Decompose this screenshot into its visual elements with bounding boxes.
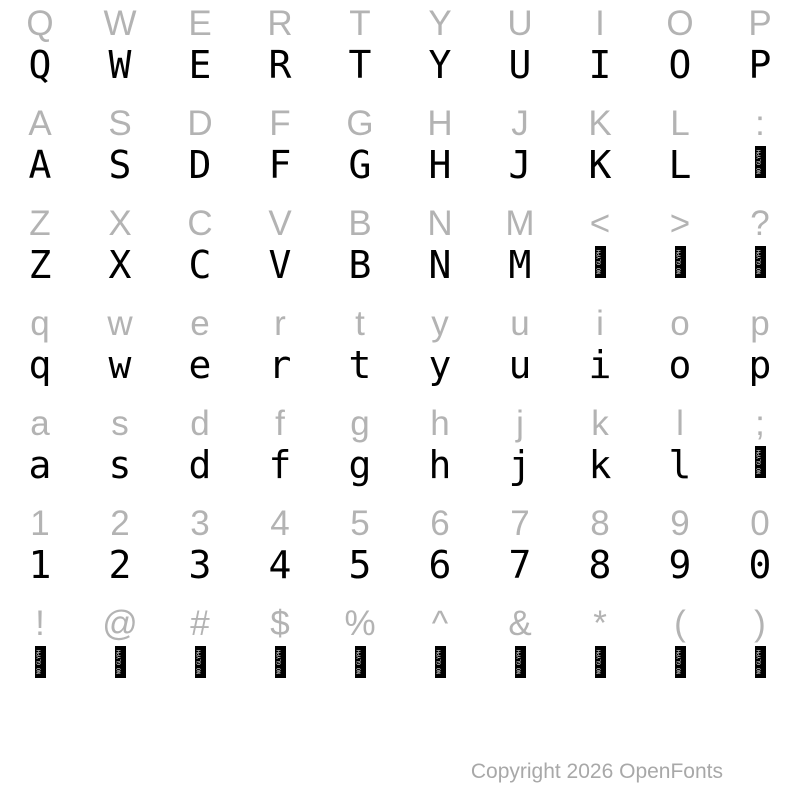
- char-label: J: [511, 104, 529, 143]
- missing-glyph-cell: [560, 646, 640, 700]
- label-line: [0, 200, 800, 246]
- char-label: O: [666, 4, 694, 43]
- char-label: t: [355, 304, 365, 343]
- missing-glyph-cell: [720, 446, 800, 500]
- glyph-sample: F: [268, 143, 292, 187]
- notdef-box: [355, 646, 366, 678]
- glyph-line: [0, 43, 800, 100]
- label-line: [0, 600, 800, 646]
- char-label: u: [510, 304, 530, 343]
- char-label: E: [188, 4, 212, 43]
- character-row: [0, 500, 800, 600]
- character-row: [0, 100, 800, 200]
- glyph-sample: T: [348, 43, 372, 87]
- glyph-sample: r: [268, 343, 292, 387]
- char-label: w: [107, 304, 133, 343]
- char-label: y: [431, 304, 449, 343]
- character-row: [0, 300, 800, 400]
- label-line: [0, 300, 800, 346]
- label-line: [0, 500, 800, 546]
- glyph-sample: 4: [268, 543, 292, 587]
- notdef-label: NO GLYPH: [756, 149, 763, 175]
- glyph-sample: W: [108, 43, 132, 87]
- glyph-sample: V: [268, 243, 292, 287]
- char-label: B: [348, 204, 372, 243]
- glyph-sample: E: [188, 43, 212, 87]
- char-label: H: [427, 104, 453, 143]
- char-label: 1: [30, 504, 50, 543]
- missing-glyph-cell: [720, 146, 800, 200]
- char-label: o: [670, 304, 690, 343]
- char-label: M: [505, 204, 535, 243]
- notdef-box: [195, 646, 206, 678]
- glyph-sample: D: [188, 143, 212, 187]
- notdef-box: [755, 646, 766, 678]
- notdef-label: NO GLYPH: [756, 449, 763, 475]
- glyph-sample: 9: [668, 543, 692, 587]
- glyph-sample: Q: [28, 43, 52, 87]
- char-label: 5: [350, 504, 370, 543]
- glyph-sample: R: [268, 43, 292, 87]
- notdef-label: NO GLYPH: [676, 249, 683, 275]
- notdef-box: [595, 646, 606, 678]
- missing-glyph-cell: [240, 646, 320, 700]
- notdef-label: NO GLYPH: [196, 649, 203, 675]
- glyph-sample: Z: [28, 243, 52, 287]
- char-label: ^: [431, 604, 449, 643]
- glyph-line: [0, 343, 800, 400]
- glyph-sample: g: [348, 443, 372, 487]
- glyph-sample: e: [188, 343, 212, 387]
- char-label: 4: [270, 504, 290, 543]
- label-line: [0, 100, 800, 146]
- notdef-label: NO GLYPH: [596, 249, 603, 275]
- character-row: [0, 200, 800, 300]
- char-label: R: [267, 4, 293, 43]
- char-label: Z: [29, 204, 51, 243]
- char-label: $: [270, 604, 290, 643]
- label-line: [0, 0, 800, 46]
- notdef-box: [515, 646, 526, 678]
- char-label: V: [268, 204, 292, 243]
- notdef-box: [275, 646, 286, 678]
- notdef-label: NO GLYPH: [596, 649, 603, 675]
- glyph-line: [0, 443, 800, 500]
- char-label: @: [102, 604, 138, 643]
- glyph-sample: q: [28, 343, 52, 387]
- char-label: F: [269, 104, 291, 143]
- missing-glyph-cell: [720, 246, 800, 300]
- char-label: ?: [750, 204, 770, 243]
- char-label: Q: [26, 4, 54, 43]
- notdef-box: [675, 246, 686, 278]
- glyph-sample: G: [348, 143, 372, 187]
- glyph-sample: s: [108, 443, 132, 487]
- glyph-sample: I: [588, 43, 612, 87]
- missing-glyph-cell: [80, 646, 160, 700]
- glyph-sample: 5: [348, 543, 372, 587]
- glyph-line: [0, 243, 800, 300]
- glyph-sample: 3: [188, 543, 212, 587]
- glyph-sample: O: [668, 43, 692, 87]
- char-label: (: [674, 604, 686, 643]
- char-label: 0: [750, 504, 770, 543]
- notdef-box: [755, 146, 766, 178]
- glyph-sample: B: [348, 243, 372, 287]
- missing-glyph-cell: [320, 646, 400, 700]
- glyph-sample: h: [428, 443, 452, 487]
- glyph-sample: X: [108, 243, 132, 287]
- copyright-text: Copyright 2026 OpenFonts: [470, 760, 723, 783]
- char-label: h: [430, 404, 450, 443]
- glyph-sample: t: [348, 343, 372, 387]
- glyph-sample: a: [28, 443, 52, 487]
- notdef-label: NO GLYPH: [756, 249, 763, 275]
- glyph-sample: o: [668, 343, 692, 387]
- char-label: 3: [190, 504, 210, 543]
- char-label: >: [669, 204, 691, 243]
- char-label: N: [427, 204, 453, 243]
- notdef-label: NO GLYPH: [756, 649, 763, 675]
- glyph-sample: j: [508, 443, 532, 487]
- glyph-sample: S: [108, 143, 132, 187]
- notdef-label: NO GLYPH: [36, 649, 43, 675]
- char-label: l: [676, 404, 684, 443]
- glyph-sample: J: [508, 143, 532, 187]
- glyph-sample: d: [188, 443, 212, 487]
- char-label: T: [349, 4, 371, 43]
- glyph-sample: N: [428, 243, 452, 287]
- char-label: K: [588, 104, 612, 143]
- char-label: p: [750, 304, 770, 343]
- char-label: L: [670, 104, 690, 143]
- glyph-sample: 6: [428, 543, 452, 587]
- glyph-sample: C: [188, 243, 212, 287]
- glyph-sample: 1: [28, 543, 52, 587]
- glyph-sample: p: [748, 343, 772, 387]
- missing-glyph-cell: [640, 646, 720, 700]
- notdef-label: NO GLYPH: [356, 649, 363, 675]
- glyph-sample: 2: [108, 543, 132, 587]
- glyph-sample: 7: [508, 543, 532, 587]
- char-label: X: [108, 204, 132, 243]
- char-label: ): [754, 604, 766, 643]
- char-label: 9: [670, 504, 690, 543]
- glyph-sample: M: [508, 243, 532, 287]
- missing-glyph-cell: [640, 246, 720, 300]
- glyph-sample: l: [668, 443, 692, 487]
- char-label: :: [755, 104, 765, 143]
- glyph-sample: i: [588, 343, 612, 387]
- char-label: 2: [110, 504, 130, 543]
- missing-glyph-cell: [720, 646, 800, 700]
- label-line: [0, 400, 800, 446]
- char-label: i: [596, 304, 604, 343]
- character-row: [0, 0, 800, 100]
- char-label: 6: [430, 504, 450, 543]
- glyph-sample: H: [428, 143, 452, 187]
- notdef-box: [435, 646, 446, 678]
- char-label: d: [190, 404, 210, 443]
- char-label: !: [35, 604, 45, 643]
- missing-glyph-cell: [160, 646, 240, 700]
- char-label: D: [187, 104, 213, 143]
- notdef-label: NO GLYPH: [436, 649, 443, 675]
- char-label: s: [111, 404, 129, 443]
- glyph-sample: A: [28, 143, 52, 187]
- char-label: *: [593, 604, 607, 643]
- char-label: G: [346, 104, 374, 143]
- char-label: a: [30, 404, 50, 443]
- char-label: C: [187, 204, 213, 243]
- notdef-label: NO GLYPH: [116, 649, 123, 675]
- char-label: #: [190, 604, 210, 643]
- glyph-line: [0, 646, 800, 700]
- char-label: Y: [428, 4, 452, 43]
- glyph-sample: u: [508, 343, 532, 387]
- char-label: 7: [510, 504, 530, 543]
- notdef-label: NO GLYPH: [676, 649, 683, 675]
- char-label: k: [591, 404, 609, 443]
- char-label: ;: [755, 404, 765, 443]
- char-label: e: [190, 304, 210, 343]
- char-label: S: [108, 104, 132, 143]
- glyph-sample: w: [108, 343, 132, 387]
- char-label: f: [275, 404, 285, 443]
- char-label: r: [274, 304, 286, 343]
- glyph-sample: 8: [588, 543, 612, 587]
- char-label: W: [103, 4, 137, 43]
- glyph-sample: k: [588, 443, 612, 487]
- char-label: %: [344, 604, 376, 643]
- glyph-sample: L: [668, 143, 692, 187]
- missing-glyph-cell: [0, 646, 80, 700]
- char-label: P: [748, 4, 772, 43]
- glyph-line: [0, 143, 800, 200]
- glyph-sample: K: [588, 143, 612, 187]
- char-label: &: [508, 604, 532, 643]
- notdef-box: [675, 646, 686, 678]
- char-label: A: [28, 104, 52, 143]
- notdef-box: [755, 446, 766, 478]
- char-label: I: [595, 4, 605, 43]
- char-label: g: [350, 404, 370, 443]
- char-label: q: [30, 304, 50, 343]
- glyph-sample: y: [428, 343, 452, 387]
- notdef-box: [115, 646, 126, 678]
- missing-glyph-cell: [400, 646, 480, 700]
- glyph-sample: 0: [748, 543, 772, 587]
- notdef-label: NO GLYPH: [516, 649, 523, 675]
- glyph-sample: P: [748, 43, 772, 87]
- char-label: <: [589, 204, 611, 243]
- missing-glyph-cell: [560, 246, 640, 300]
- glyph-sample: U: [508, 43, 532, 87]
- notdef-box: [595, 246, 606, 278]
- char-label: j: [516, 404, 524, 443]
- char-label: U: [507, 4, 533, 43]
- character-row: [0, 400, 800, 500]
- glyph-sample: Y: [428, 43, 452, 87]
- char-label: 8: [590, 504, 610, 543]
- glyph-sample: f: [268, 443, 292, 487]
- notdef-label: NO GLYPH: [276, 649, 283, 675]
- notdef-box: [35, 646, 46, 678]
- character-row: [0, 600, 800, 700]
- missing-glyph-cell: [480, 646, 560, 700]
- notdef-box: [755, 246, 766, 278]
- glyph-line: [0, 543, 800, 600]
